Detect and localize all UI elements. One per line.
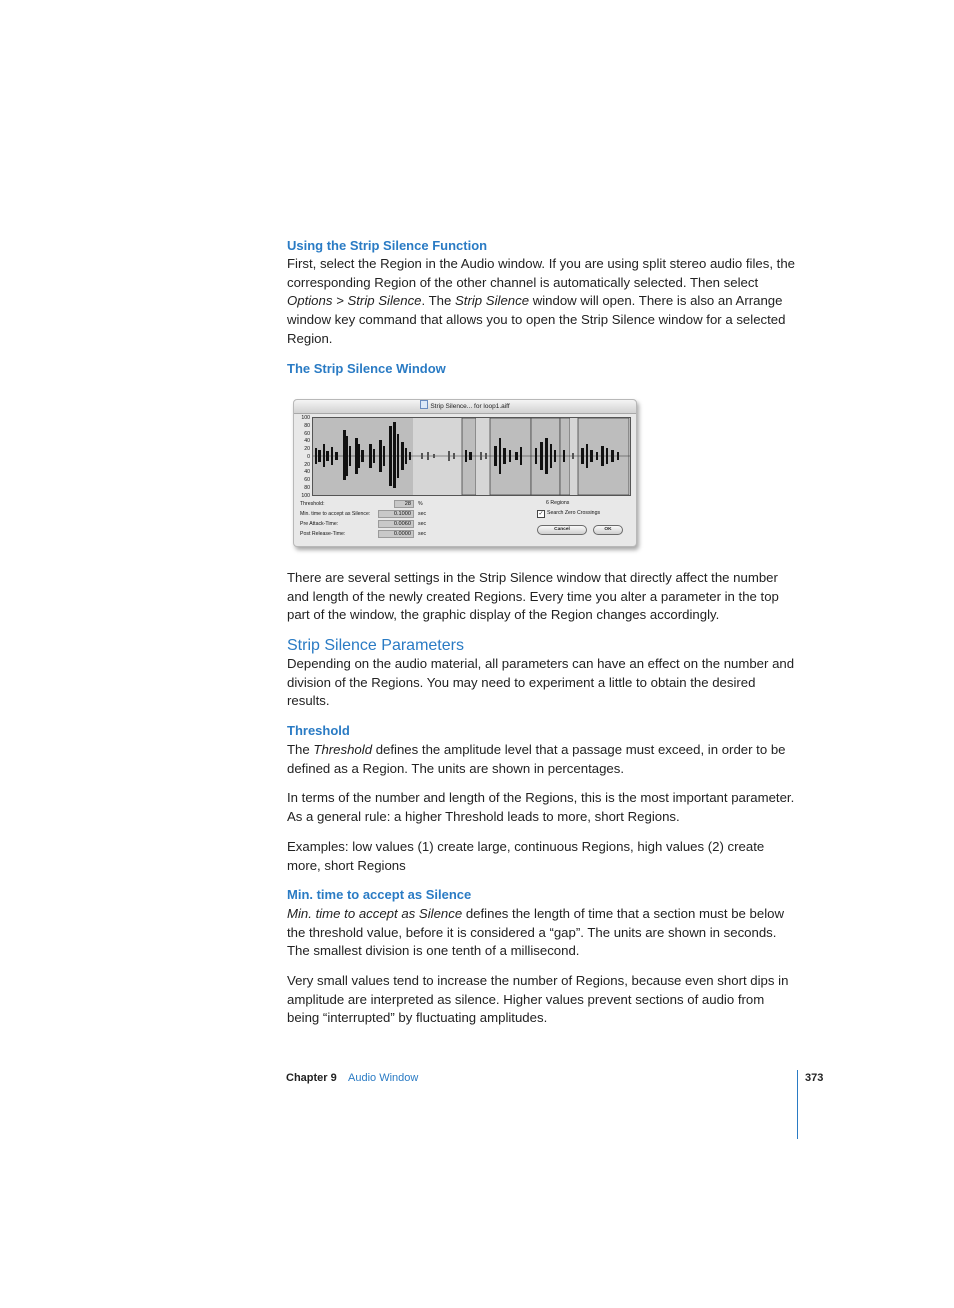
amplitude-scale bbox=[296, 415, 310, 500]
postrelease-value-field[interactable]: 0.0000 bbox=[378, 530, 414, 538]
section-heading-using: Using the Strip Silence Function bbox=[287, 238, 488, 253]
params-paragraph: Depending on the audio material, all parameters can have an effect on the number and division of the Regions. You may need to experiment a little to obtain the desired results. bbox=[287, 656, 795, 709]
scale-tick: 0 bbox=[307, 453, 310, 460]
postrelease-label: Post Release-Time: bbox=[300, 531, 346, 537]
scale-tick: 60 bbox=[304, 477, 310, 483]
section-heading-threshold: Threshold bbox=[287, 723, 350, 738]
postrelease-unit: sec bbox=[418, 531, 427, 537]
section-heading-mintime: Min. time to accept as Silence bbox=[287, 887, 472, 902]
footer-section-title: Audio Window bbox=[348, 1072, 419, 1084]
regions-count: 6 Regions bbox=[546, 500, 570, 506]
cancel-button[interactable]: Cancel bbox=[537, 525, 587, 535]
strip-silence-window bbox=[293, 399, 637, 547]
threshold-unit: % bbox=[418, 501, 423, 507]
scale-tick: 60 bbox=[304, 430, 310, 437]
mintime-label: Min. time to accept as Silence: bbox=[300, 511, 371, 517]
page-number: 373 bbox=[805, 1072, 824, 1084]
threshold-paragraph-3: Examples: low values (1) create large, continuous Regions, high values (2) create more, short Regions bbox=[287, 839, 765, 873]
scale-tick: 100 bbox=[301, 492, 310, 499]
section-heading-window: The Strip Silence Window bbox=[287, 361, 446, 376]
threshold-paragraph-2: In terms of the number and length of the Regions, this is the most important parameter. As a general rule: a higher Threshold leads to more, short Regions. bbox=[287, 790, 795, 824]
scale-tick: 80 bbox=[304, 484, 310, 491]
zero-crossings-checkbox[interactable]: ✓ bbox=[538, 511, 544, 517]
scale-tick: 20 bbox=[304, 461, 310, 468]
preattack-unit: sec bbox=[418, 521, 427, 527]
mintime-unit: sec bbox=[418, 511, 427, 517]
footer-divider bbox=[797, 1070, 798, 1139]
waveform-graphic bbox=[313, 418, 630, 495]
threshold-paragraph-1: The Threshold defines the amplitude level that a passage must exceed, in order to be defined as a Region. The units are shown in percentages. bbox=[287, 742, 786, 776]
mintime-paragraph-2: Very small values tend to increase the number of Regions, because even short dips in amplitude are interpreted as silence. Higher values prevent sections of audio from being “interrupted” by fluctuating amplitudes. bbox=[287, 973, 789, 1026]
ok-button[interactable]: OK bbox=[593, 525, 623, 535]
threshold-label: Threshold: bbox=[300, 501, 325, 507]
scale-tick: 40 bbox=[304, 469, 310, 476]
scale-tick: 100 bbox=[301, 415, 310, 421]
scale-tick: 40 bbox=[304, 438, 310, 445]
waveform-display[interactable] bbox=[312, 417, 631, 496]
threshold-value-field[interactable]: 28 bbox=[394, 500, 414, 508]
window-description-paragraph: There are several settings in the Strip Silence window that directly affect the number and length of the newly created Regions. Every time you alter a parameter in the top part of the window, the graphic display of the Region changes accordingly. bbox=[287, 570, 779, 623]
mintime-value-field[interactable]: 0.1000 bbox=[378, 510, 414, 518]
document-icon bbox=[420, 400, 428, 409]
scale-tick: 20 bbox=[304, 446, 310, 452]
window-title: Strip Silence... for loop1.aiff bbox=[430, 403, 510, 410]
window-title-bar bbox=[294, 400, 636, 414]
scale-tick: 80 bbox=[304, 422, 310, 429]
preattack-value-field[interactable]: 0.0060 bbox=[378, 520, 414, 528]
mintime-paragraph-1: Min. time to accept as Silence defines the length of time that a section must be below the threshold value, before it is considered a “gap”. The units are shown in seconds. The smallest division is one tenth of a millisecond. bbox=[287, 906, 785, 959]
zero-crossings-label: Search Zero Crossings bbox=[547, 510, 601, 516]
section-heading-params: Strip Silence Parameters bbox=[287, 637, 464, 654]
preattack-label: Pre Attack-Time: bbox=[300, 521, 339, 527]
footer-chapter: Chapter 9 bbox=[286, 1072, 337, 1084]
using-paragraph: First, select the Region in the Audio window. If you are using split stereo audio files, the corresponding Region of the other channel is automatically selected. Then select Options > Strip Silence. The Strip Silence window will open. There is also an Arrange window key command that allows you to open the Strip Silence window for a selected Region. bbox=[287, 256, 796, 346]
